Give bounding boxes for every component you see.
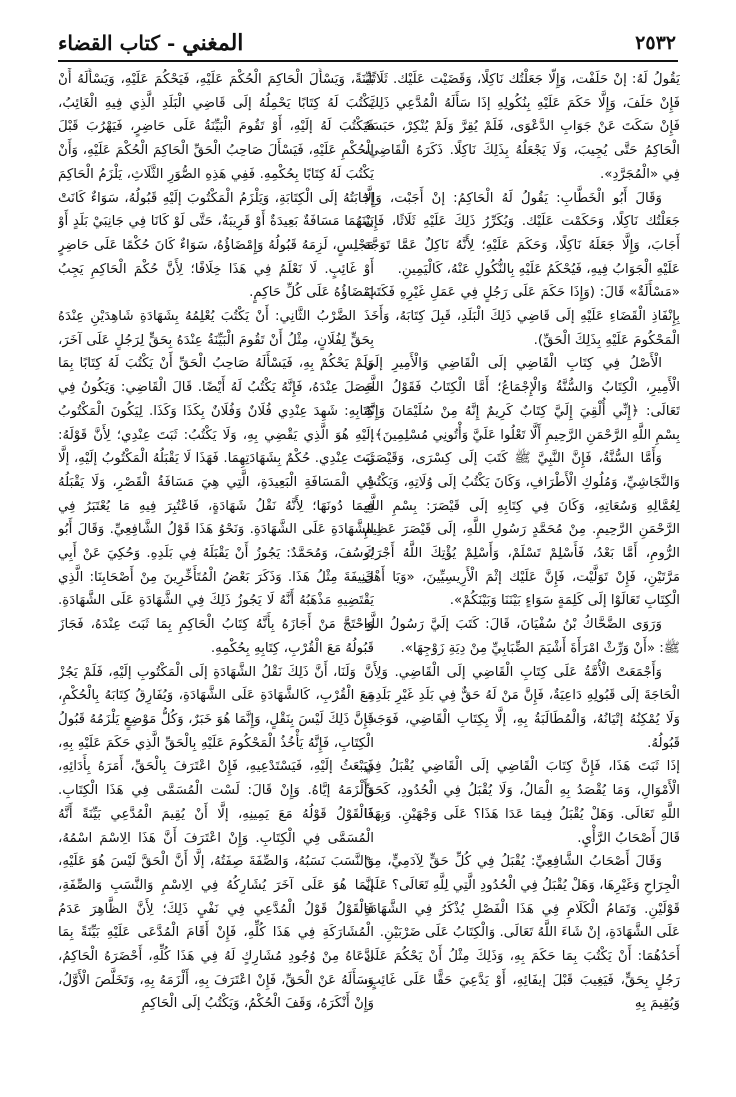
paragraph: يَقُولُ لَهُ: إنْ حَلَفْت، وَإِلَّا جَعَلْتُك نَاكِلًا، وَقَضَيْت عَلَيْك. ثَلَاثًا، فَإِنْ حَلَفَ، وَإِلَّا حَكَمَ عَلَيْهِ بِنُكُولِهِ إذَا سَأَلَهُ الْمُدَّعِي ذَلِكَ. فَإِنْ سَكَتَ عَنْ جَوَابِ الدَّعْوَى، فَلَمْ يُقِرَّ وَلَمْ يُنْكِرْ، حَبَسَهُ الْحَاكِمُ حَتَّى يُجِيبَ، وَلَا يَجْعَلُهُ بِذَلِكَ نَاكِلًا. ذَكَرَهُ الْقَاضِي، فِي «الْمُجَرَّدِ». <box>364 72 680 182</box>
paragraph: وَلَنَا، أَنَّ ذَلِكَ نَقْلُ الشَّهَادَةِ إلَى الْمَكْتُوبِ إلَيْهِ، فَلَمْ يَجُزْ مَعَ الْقُرْبِ، كَالشَّهَادَةِ عَلَى الشَّهَادَةِ، وَيُفَارِقُ كِتَابَهُ بِالْحُكْمِ، فَإِنَّ ذَلِكَ لَيْسَ بِنَقْلٍ، وَإِنَّمَا هُوَ خَبَرٌ، وَكُلُّ مَوْضِعٍ يَلْزَمُهُ قَبُولُ الْكِتَابِ، فَإِنَّهُ يَأْخُذُ الْمَحْكُومَ عَلَيْهِ بِالْحَقِّ الَّذِي حَكَمَ عَلَيْهِ بِهِ، فَيَبْعَثُ إلَيْهِ، فَيَسْتَدْعِيهِ، فَإِنْ اعْتَرَفَ بِالْحَقِّ، أَمَرَهُ بِأَدَائِهِ، وَأَلْزَمَهُ إيَّاهُ. وَإِنْ قَالَ: لَسْت الْمُسَمَّى فِي هَذَا الْكِتَابِ. فَالْقَوْلُ قَوْلُهُ مَعَ يَمِينِهِ، إلَّا أَنْ يُقِيمَ الْمُدَّعِي بَيِّنَةً أَنَّهُ الْمُسَمَّى فِي الْكِتَابِ. وَإِنْ اعْتَرَفَ أَنَّ هَذَا الِاسْمَ اسْمُهُ، وَالنَّسَبَ نَسَبُهُ، وَالصِّفَةَ صِفَتُهُ، إلَّا أَنَّ الْحَقَّ لَيْسَ هُوَ عَلَيْهِ، إنَّمَا هُوَ عَلَى آخَرَ يُشَارِكُهُ فِي الِاسْمِ وَالنَّسَبِ وَالصِّفَةِ، فَالْقَوْلُ قَوْلُ الْمُدَّعِي فِي نَفْيِ ذَلِكَ؛ لِأَنَّ الظَّاهِرَ عَدَمُ الْمُشَارَكَةِ فِي هَذَا كُلِّهِ، فَإِنْ أَقَامَ الْمُدَّعَى عَلَيْهِ بَيِّنَةً بِمَا ادَّعَاهُ مِنْ وُجُودِ مُشَارِكٍ لَهُ فِي هَذَا كُلِّهِ، أَحْضَرَهُ الْحَاكِمُ، وَسَأَلَهُ عَنْ الْحَقِّ، فَإِنْ اعْتَرَفَ بِهِ، أَلْزَمَهُ بِهِ، وَتَخَلَّصَ الْأَوَّلُ، وَإِنْ أَنْكَرَهُ، وَقَفَ الْحُكْمُ، وَيَكْتُبُ إلَى الْحَاكِمِ <box>58 664 374 1012</box>
paragraph: وَأَجْمَعَتْ الْأُمَّةُ عَلَى كِتَابِ الْقَاضِي إلَى الْقَاضِي. وَلِأَنَّ الْحَاجَةَ إلَى قَبُولِهِ دَاعِيَةٌ، فَإِنَّ مَنْ لَهُ حَقٌّ فِي بَلَدِ غَيْرِ بَلَدِهِ، وَلَا يُمْكِنُهُ إتْيَانُهُ، وَالْمُطَالَبَةُ بِهِ، إلَّا بِكِتَابِ الْقَاضِي، فَوَجَبَ قَبُولُهُ. <box>364 664 680 751</box>
running-title <box>58 30 243 56</box>
paragraph: وَأَمَّا السُّنَّةُ، فَإِنَّ النَّبِيَّ ﷺ كَتَبَ إلَى كِسْرَى، وَقَيْصَرَ، وَالنَّجَاشِيِّ، وَمُلُوكِ الْأَطْرَافِ، وَكَانَ يَكْتُبُ إلَى وُلَاتِهِ، وَيَكْتُبُ لِعُمَّالِهِ وَسُعَاتِهِ، وَكَانَ فِي كِتَابِهِ إلَى قَيْصَرَ: بِسْمِ اللَّهِ الرَّحْمَنِ الرَّحِيمِ. مِنْ مُحَمَّدٍ رَسُولِ اللَّهِ، إلَى قَيْصَرَ عَظِيمِ الرُّومِ، أَمَّا بَعْدُ، فَأَسْلِمْ تَسْلَمْ، وَأَسْلِمْ يُؤْتِكَ اللَّهُ أَجْرَكَ مَرَّتَيْنِ، فَإِنْ تَوَلَّيْت، فَإِنَّ عَلَيْك إثْمَ الْأَرِيسِيِّينَ، «وَيَا أَهْلَ الْكِتَابِ تَعَالَوْا إلَى كَلِمَةٍ سَوَاءٍ بَيْنَنَا وَبَيْنَكُمْ». <box>364 451 680 609</box>
paragraph: الضَّرْبُ الثَّانِي: أَنْ يَكْتُبَ يُعْلِمُهُ بِشَهَادَةِ شَاهِدَيْنِ عِنْدَهُ بِحَقٍّ لِفُلَانٍ، مِثْلُ أَنْ تَقُومَ الْبَيِّنَةُ عِنْدَهُ بِحَقٍّ لِرَجُلٍ عَلَى آخَرَ، وَلَمْ يَحْكُمْ بِهِ، فَيَسْأَلَهُ صَاحِبُ الْحَقِّ أَنْ يَكْتُبَ لَهُ كِتَابًا بِمَا حَصَلَ عِنْدَهُ، فَإِنَّهُ يَكْتُبُ لَهُ أَيْضًا. قَالَ الْقَاضِي: وَيَكُونُ فِي كِتَابِهِ: شَهِدَ عِنْدِي فُلَانٌ وَفُلَانٌ بِكَذَا وَكَذَا. لِيَكُونَ الْمَكْتُوبُ إلَيْهِ هُوَ الَّذِي يَقْضِي بِهِ، وَلَا يَكْتُبُ: ثَبَتَ عِنْدِي؛ لِأَنَّ قَوْلَهُ: ثَبَتَ عِنْدِي. حُكْمٌ بِشَهَادَتِهِمَا. فَهَذَا لَا يَقْبَلُهُ الْمَكْتُوبُ إلَيْهِ، إلَّا فِي الْمَسَافَةِ الْبَعِيدَةِ، الَّتِي هِيَ مَسَافَةُ الْقَصْرِ، وَلَا يَقْبَلُهُ فِيمَا دُونَهَا؛ لِأَنَّهُ نَقْلُ شَهَادَةٍ، فَاعْتُبِرَ فِيهِ مَا يُعْتَبَرُ فِي الشَّهَادَةِ عَلَى الشَّهَادَةِ. وَنَحْوُ هَذَا قَوْلُ الشَّافِعِيِّ. وَقَالَ أَبُو يُوسُفَ، وَمُحَمَّدٌ: يَجُوزُ أَنْ يَقْبَلَهُ فِي بَلَدِهِ. وَحُكِيَ عَنْ أَبِي حَنِيفَةَ مِثْلُ هَذَا. وَذَكَرَ بَعْضُ الْمُتَأَخِّرِينَ مِنْ أَصْحَابِنَا: الَّذِي يَقْتَضِيهِ مَذْهَبُهُ أَنَّهُ لَا يَجُوزُ ذَلِكَ فِي الشَّهَادَةِ عَلَى الشَّهَادَةِ. وَاحْتَجَّ مَنْ أَجَازَهُ بِأَنَّهُ كِتَابُ الْحَاكِمِ بِمَا ثَبَتَ عِنْدَهُ، فَجَازَ قَبُولُهُ مَعَ الْقُرْبِ، كِتَابِهِ بِحُكْمِهِ. <box>58 309 374 656</box>
paragraph: بَيِّنَةً، وَيَسْأَلَ الْحَاكِمَ الْحُكْمَ عَلَيْهِ، فَيَحْكُمَ عَلَيْهِ، وَيَسْأَلَهُ أَنْ يَكْتُبَ لَهُ كِتَابًا يَحْمِلُهُ إلَى قَاضِي الْبَلَدِ الَّذِي فِيهِ الْغَائِبُ، فَيَكْتُبَ لَهُ إلَيْهِ، أَوْ تَقُومَ الْبَيِّنَةُ عَلَى حَاضِرٍ، فَيَهْرُبَ قَبْلَ الْحُكْمِ عَلَيْهِ، فَيَسْأَلَ صَاحِبُ الْحَقِّ الْحَاكِمَ الْحُكْمَ عَلَيْهِ، وَأَنْ يَكْتُبَ لَهُ كِتَابًا بِحُكْمِهِ. فَفِي هَذِهِ الصُّوَرِ الثَّلَاثِ، يَلْزَمُ الْحَاكِمَ إجَابَتُهُ إلَى الْكِتَابَةِ، وَيَلْزَمُ الْمَكْتُوبَ إلَيْهِ قَبُولُهُ، سَوَاءٌ كَانَتْ بَيْنَهُمَا مَسَافَةٌ بَعِيدَةٌ أَوْ قَرِيبَةٌ، حَتَّى لَوْ كَانَا فِي جَانِبَيْ بَلَدٍ أَوْ مَجْلِسٍ، لَزِمَهُ قَبُولُهُ وَإِمْضَاؤُهُ، سَوَاءٌ كَانَ حُكْمًا عَلَى حَاضِرٍ أَوْ غَائِبٍ. لَا نَعْلَمُ فِي هَذَا خِلَافًا؛ لِأَنَّ حُكْمَ الْحَاكِمِ يَجِبُ إمْضَاؤُهُ عَلَى كُلِّ حَاكِمٍ. <box>58 72 374 301</box>
page-number: ٢٥٣٢ <box>635 32 676 54</box>
header-divider <box>58 60 678 62</box>
book-name: المغني <box>182 30 244 56</box>
paragraph: وَرَوَى الضَّحَّاكُ بْنُ سُفْيَانَ، قَالَ: كَتَبَ إلَيَّ رَسُولُ اللَّهِ ﷺ: «أَنْ وَرِّثْ امْرَأَةَ أَشْيَمَ الضِّبَابِيِّ مِنْ دِيَةِ زَوْجِهَا». <box>364 617 680 656</box>
right-column <box>364 68 680 1078</box>
paragraph: «مَسْأَلَةٌ» قَالَ: (وَإِذَا حَكَمَ عَلَى رَجُلٍ فِي عَمَلِ غَيْرِهِ فَكَتَبَ بِإِنْفَاذِ الْقَضَاءِ عَلَيْهِ إلَى قَاضِي ذَلِكَ الْبَلَدِ، قَبِلَ كِتَابَهُ، وَأَخَذَ الْمَحْكُومَ عَلَيْهِ بِذَلِكَ الْحَقِّ). <box>364 285 680 348</box>
paragraph: أَحَدُهُمَا: أَنْ يَكْتُبَ بِمَا حَكَمَ بِهِ، وَذَلِكَ مِثْلُ أَنْ يَحْكُمَ عَلَى رَجُلٍ بِحَقٍّ، فَيَغِيبَ قَبْلَ إيفَائِهِ، أَوْ يَدَّعِيَ حَقًّا عَلَى غَائِبٍ، وَيُقِيمَ بِهِ <box>364 949 680 1012</box>
running-header <box>58 28 676 58</box>
paragraph: الْأَصْلُ فِي كِتَابِ الْقَاضِي إلَى الْقَاضِي وَالْأَمِيرِ إلَى الْأَمِيرِ، الْكِتَابُ وَالسُّنَّةُ وَالْإِجْمَاعُ؛ أَمَّا الْكِتَابُ فَقَوْلُ اللَّهِ تَعَالَى: ﴿إِنِّي أُلْقِيَ إِلَيَّ كِتَابٌ كَرِيمٌ إِنَّهُ مِنْ سُلَيْمَانَ وَإِنَّهُ بِسْمِ اللَّهِ الرَّحْمَنِ الرَّحِيمِ أَلَّا تَعْلُوا عَلَيَّ وَأْتُونِي مُسْلِمِينَ﴾. <box>364 356 680 443</box>
chapter-name: كتاب القضاء <box>58 31 161 55</box>
title-separator: - <box>160 31 183 55</box>
left-column <box>58 68 374 1078</box>
paragraph: وَقَالَ أَبُو الْخَطَّابِ: يَقُولُ لَهُ الْحَاكِمُ: إنْ أَجَبْت، وَإِلَّا جَعَلْتُك نَاكِلًا، وَحَكَمْت عَلَيْك. وَيُكَرِّرُ ذَلِكَ عَلَيْهِ ثَلَاثًا، فَإِنْ أَجَابَ، وَإِلَّا جَعَلَهُ نَاكِلًا، وَحَكَمَ عَلَيْهِ؛ لِأَنَّهُ نَاكِلٌ عَمَّا تَوَجَّهَ عَلَيْهِ الْجَوَابُ فِيهِ، فَيُحْكَمُ عَلَيْهِ بِالنُّكُولِ عَنْهُ، كَالْيَمِينِ. <box>364 190 680 277</box>
paragraph: إذَا ثَبَتَ هَذَا، فَإِنَّ كِتَابَ الْقَاضِي إلَى الْقَاضِي يُقْبَلُ فِي الْأَمْوَالِ، وَمَا يُقْصَدُ بِهِ الْمَالُ، وَلَا يُقْبَلُ فِي الْحُدُودِ، كَحَقِّ اللَّهِ تَعَالَى. وَهَلْ يُقْبَلُ فِيمَا عَدَا هَذَا؟ عَلَى وَجْهَيْنِ. وَبِهَذَا قَالَ أَصْحَابُ الرَّأْيِ. <box>364 759 680 846</box>
paragraph: وَقَالَ أَصْحَابُ الشَّافِعِيِّ: يُقْبَلُ فِي كُلِّ حَقٍّ لِآدَمِيٍّ، مِنْ الْجِرَاحِ وَغَيْرِهَا، وَهَلْ يُقْبَلُ فِي الْحُدُودِ الَّتِي لِلَّهِ تَعَالَى؟ عَلَى قَوْلَيْنِ. وَتَمَامُ الْكَلَامِ فِي هَذَا الْفَصْلِ يُذْكَرُ فِي الشَّهَادَةِ عَلَى الشَّهَادَةِ، إنْ شَاءَ اللَّهُ تَعَالَى. وَالْكِتَابُ عَلَى ضَرْبَيْنِ. <box>364 854 680 941</box>
